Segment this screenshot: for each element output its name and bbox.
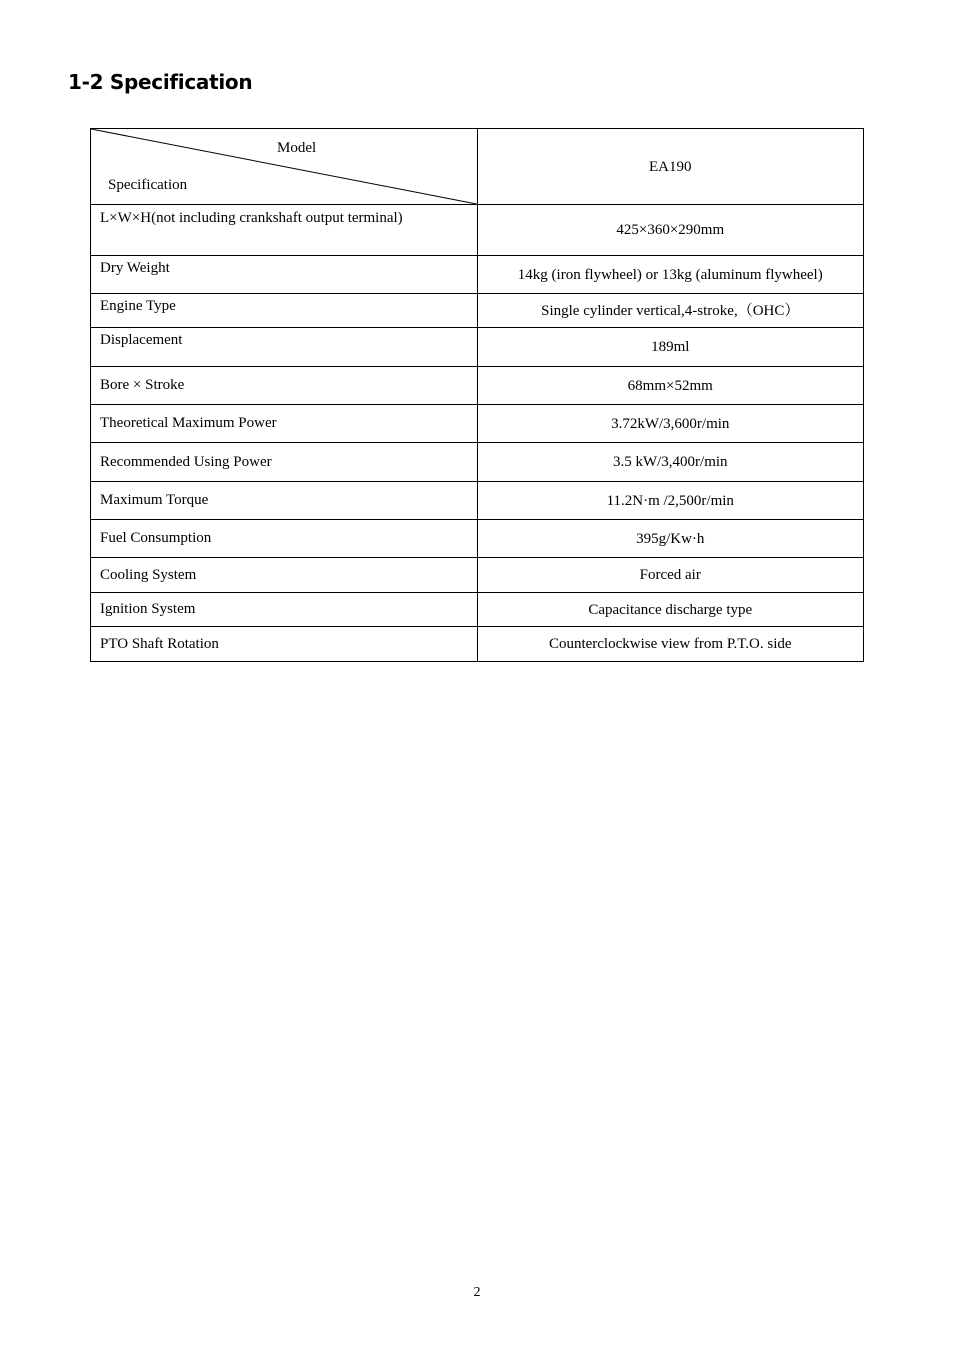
row-label: Cooling System: [91, 558, 478, 593]
table-row: [91, 558, 864, 593]
row-value: 395g/Kw·h: [477, 520, 864, 558]
table-row: [91, 405, 864, 443]
row-value: 11.2N·m /2,500r/min: [477, 482, 864, 520]
diagonal-header-cell: [91, 129, 478, 205]
table-row: [91, 328, 864, 367]
row-label: Ignition System: [91, 593, 478, 627]
row-value: Single cylinder vertical,4-stroke,（OHC）: [477, 294, 864, 328]
row-label: Dry Weight: [91, 256, 478, 294]
row-value: Capacitance discharge type: [477, 593, 864, 627]
row-label: Theoretical Maximum Power: [91, 405, 478, 443]
row-value: 3.5 kW/3,400r/min: [477, 443, 864, 482]
row-value: 189ml: [477, 328, 864, 367]
table-header-row: [91, 129, 864, 205]
row-value: Counterclockwise view from P.T.O. side: [477, 627, 864, 662]
row-label: Recommended Using Power: [91, 443, 478, 482]
model-header-label: Model: [277, 140, 317, 156]
table-row: [91, 367, 864, 405]
row-label: PTO Shaft Rotation: [91, 627, 478, 662]
row-label: Fuel Consumption: [91, 520, 478, 558]
row-value: 3.72kW/3,600r/min: [477, 405, 864, 443]
row-label: Bore × Stroke: [91, 367, 478, 405]
row-label: [91, 205, 478, 256]
section-title: 1-2 Specification: [68, 70, 253, 94]
specification-header-label: Specification: [108, 177, 188, 193]
row-value: 14kg (iron flywheel) or 13kg (aluminum flywheel): [477, 256, 864, 294]
table-row: [91, 205, 864, 256]
table-row: [91, 256, 864, 294]
model-value: EA190: [477, 129, 864, 205]
table-row: [91, 520, 864, 558]
table-row: [91, 443, 864, 482]
row-value: Forced air: [477, 558, 864, 593]
row-label: Displacement: [91, 328, 478, 367]
table-row: [91, 593, 864, 627]
table-row: [91, 627, 864, 662]
row-label: Engine Type: [91, 294, 478, 328]
row-label-text: L×W×H(not including crankshaft output terminal): [100, 210, 403, 226]
row-value: 425×360×290mm: [477, 205, 864, 256]
specification-table: [90, 128, 864, 662]
table-row: [91, 482, 864, 520]
row-value: 68mm×52mm: [477, 367, 864, 405]
row-label: Maximum Torque: [91, 482, 478, 520]
table-row: [91, 294, 864, 328]
page-number: 2: [473, 1285, 481, 1300]
